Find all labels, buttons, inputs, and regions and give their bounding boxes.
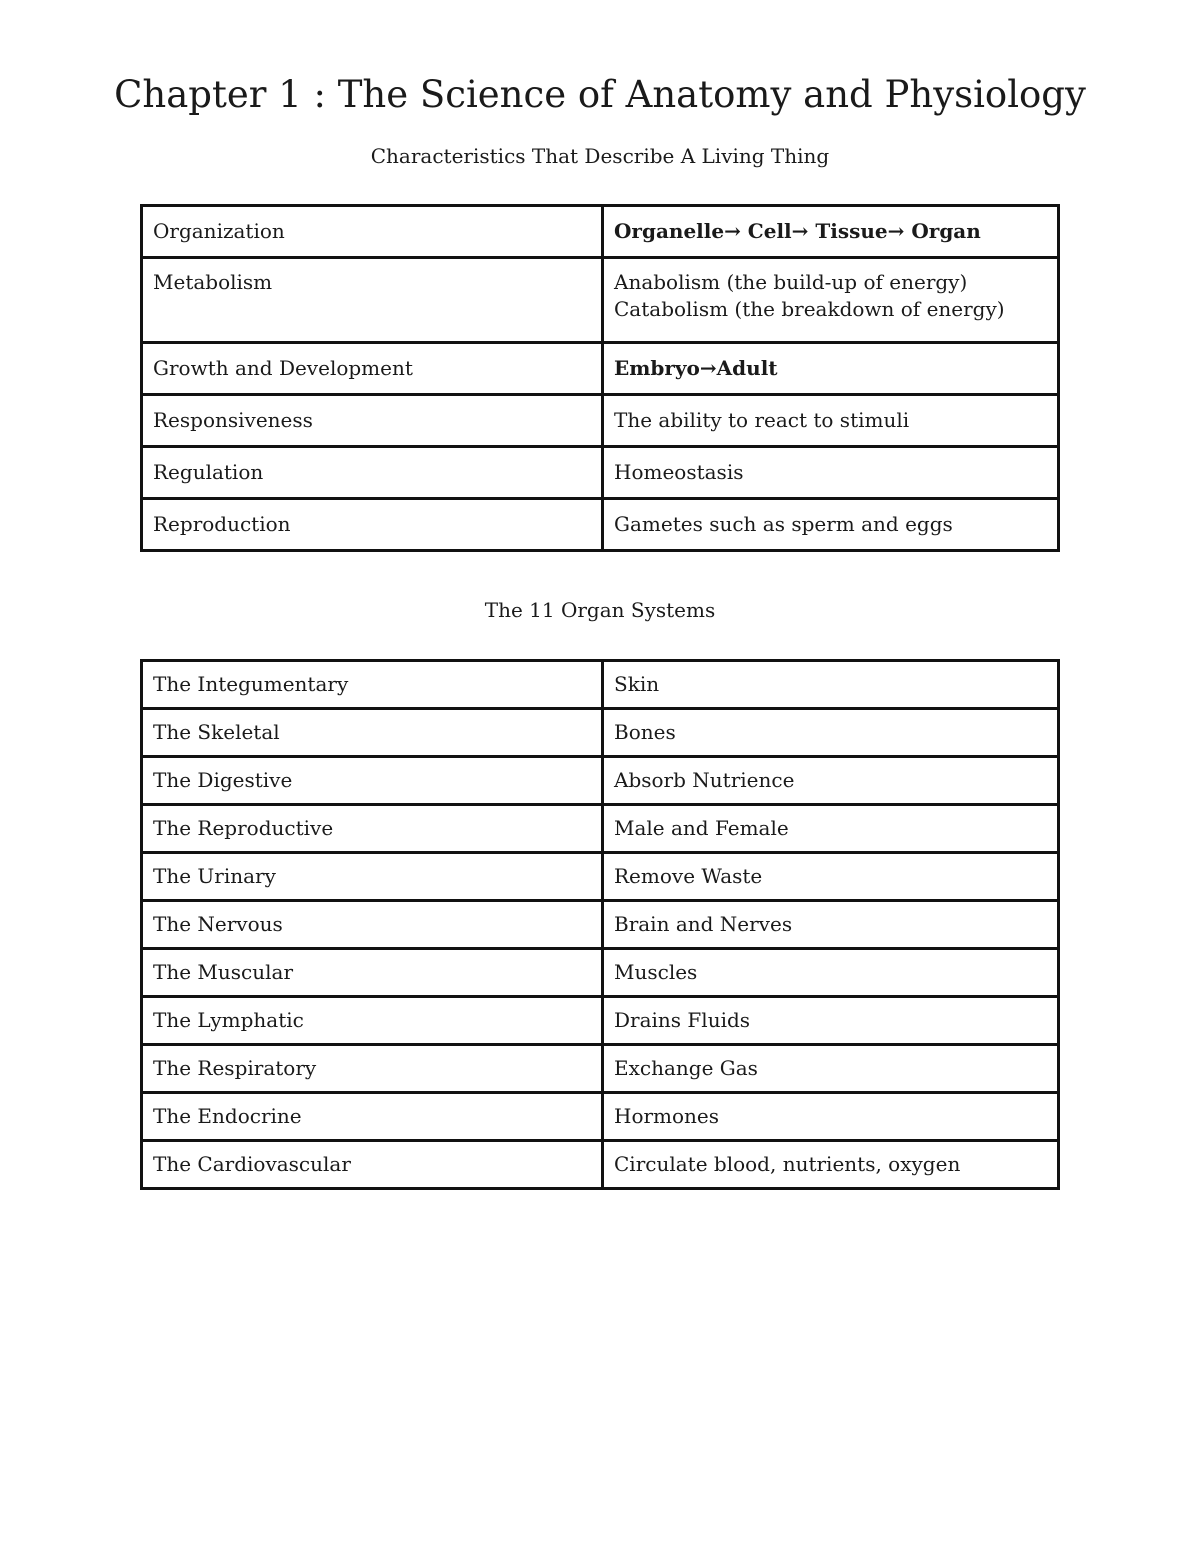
characteristic-description [603, 258, 1059, 343]
table-row [142, 757, 1059, 805]
organ-system-function: Remove Waste [603, 853, 1059, 901]
characteristics-heading: Characteristics That Describe A Living Thing [370, 144, 830, 168]
organ-systems-table [140, 659, 1060, 1190]
characteristic-term: Responsiveness [142, 395, 603, 447]
table-row [142, 805, 1059, 853]
organ-system-function: Drains Fluids [603, 997, 1059, 1045]
characteristic-term: Organization [142, 206, 603, 258]
organ-system-name: The Endocrine [142, 1093, 603, 1141]
characteristics-table [140, 204, 1060, 552]
organ-system-name: The Muscular [142, 949, 603, 997]
table-row [142, 997, 1059, 1045]
organ-system-function: Skin [603, 661, 1059, 709]
table-row [142, 343, 1059, 395]
organ-system-name: The Reproductive [142, 805, 603, 853]
table-row [142, 901, 1059, 949]
description-line: Catabolism (the breakdown of energy) [614, 297, 1005, 321]
organ-system-function: Absorb Nutrience [603, 757, 1059, 805]
table-row [142, 1141, 1059, 1189]
organ-system-name: The Digestive [142, 757, 603, 805]
organ-system-function: Exchange Gas [603, 1045, 1059, 1093]
characteristic-description: Embryo→Adult [603, 343, 1059, 395]
characteristic-term: Regulation [142, 447, 603, 499]
page-title: Chapter 1 : The Science of Anatomy and Physiology [114, 73, 1086, 116]
table-row [142, 709, 1059, 757]
characteristic-description: The ability to react to stimuli [603, 395, 1059, 447]
table-row [142, 853, 1059, 901]
organ-system-name: The Urinary [142, 853, 603, 901]
organ-system-name: The Nervous [142, 901, 603, 949]
characteristic-description: Homeostasis [603, 447, 1059, 499]
table-row [142, 447, 1059, 499]
organ-system-name: The Cardiovascular [142, 1141, 603, 1189]
characteristic-description: Organelle→ Cell→ Tissue→ Organ [603, 206, 1059, 258]
organ-system-name: The Skeletal [142, 709, 603, 757]
description-line: Anabolism (the build-up of energy) [614, 270, 968, 294]
organ-system-name: The Respiratory [142, 1045, 603, 1093]
table-row [142, 499, 1059, 551]
characteristic-term: Growth and Development [142, 343, 603, 395]
table-row [142, 661, 1059, 709]
characteristic-description: Gametes such as sperm and eggs [603, 499, 1059, 551]
organ-system-function: Muscles [603, 949, 1059, 997]
organ-systems-heading: The 11 Organ Systems [484, 598, 716, 622]
table-row [142, 206, 1059, 258]
organ-system-name: The Integumentary [142, 661, 603, 709]
table-row [142, 1045, 1059, 1093]
table-row [142, 395, 1059, 447]
organ-system-function: Male and Female [603, 805, 1059, 853]
characteristic-term: Reproduction [142, 499, 603, 551]
organ-system-function: Brain and Nerves [603, 901, 1059, 949]
table-row [142, 258, 1059, 343]
organ-system-function: Circulate blood, nutrients, oxygen [603, 1141, 1059, 1189]
table-row [142, 949, 1059, 997]
organ-system-name: The Lymphatic [142, 997, 603, 1045]
organ-system-function: Bones [603, 709, 1059, 757]
table-row [142, 1093, 1059, 1141]
organ-system-function: Hormones [603, 1093, 1059, 1141]
characteristic-term: Metabolism [142, 258, 603, 343]
